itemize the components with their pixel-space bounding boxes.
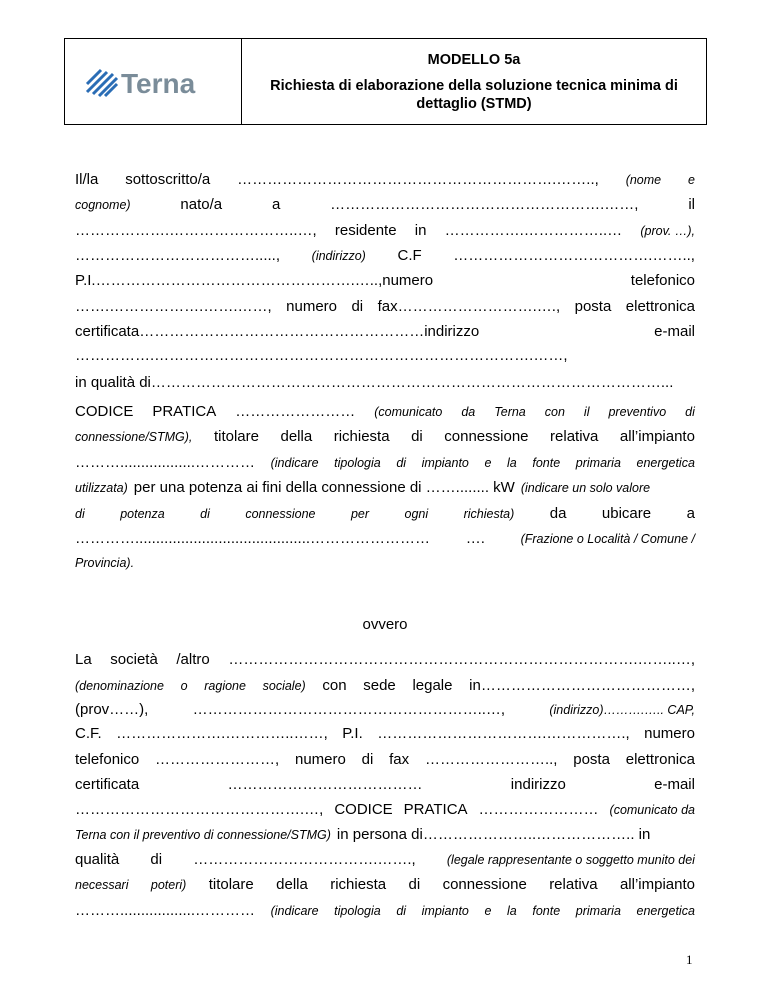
form-text: certificata…………………………………………………indirizzo (75, 323, 480, 340)
form-line (75, 195, 695, 214)
form-text: …………….……………..… (444, 222, 623, 239)
form-text: impianto (421, 456, 469, 470)
form-text: legale (412, 677, 453, 694)
form-text: per una potenza ai fini della connessione di ……........ kW (133, 479, 515, 496)
form-text: all’impianto (619, 876, 695, 893)
form-text: numero (294, 751, 346, 768)
form-line (75, 478, 695, 497)
form-line (75, 170, 695, 189)
form-line (75, 322, 695, 341)
form-text: di (75, 507, 85, 521)
form-text: sottoscritto/a (125, 171, 211, 188)
form-text: …………….………………………………………………………………….……, (75, 347, 568, 364)
form-text: titolare (213, 428, 259, 445)
form-text: fax……………………….…., (377, 298, 561, 315)
form-text: primaria (575, 456, 621, 470)
form-text: ………………………………… (227, 776, 423, 793)
form-text: richiesta) (463, 507, 515, 521)
form-text: (nome (625, 173, 662, 187)
document-header (64, 38, 707, 125)
form-text: poteri) (150, 878, 187, 892)
form-text: in……………………………………, (469, 677, 695, 694)
form-text: ……………………………………………….……, (330, 196, 639, 213)
form-text: e (688, 173, 695, 187)
form-text: di (411, 428, 423, 445)
form-text: …….……………….…….……, (75, 298, 272, 315)
form-text: residente (334, 222, 397, 239)
form-text: fonte (532, 904, 561, 918)
form-text: in (414, 222, 427, 239)
model-label: MODELLO 5a (427, 51, 521, 68)
form-text: a (271, 196, 281, 213)
form-text: elettronica (625, 298, 695, 315)
form-text: ragione (204, 679, 246, 693)
form-text: telefonico (75, 751, 140, 768)
form-line (75, 221, 695, 240)
form-text: CODICE (75, 403, 134, 420)
form-text: o (180, 679, 188, 693)
form-line (75, 650, 695, 669)
form-text: in persona di…………………..……………….. in (336, 826, 651, 843)
logo-text: Terna (121, 67, 196, 99)
terna-logo (65, 39, 242, 124)
form-line (75, 700, 695, 719)
form-text: ………………………………....., (75, 247, 281, 264)
form-text: (Frazione o Località / Comune / (520, 532, 695, 546)
form-line (75, 246, 695, 265)
form-text: qualità (75, 851, 120, 868)
form-text: …………………… (478, 801, 599, 818)
form-text: cognome) (75, 198, 131, 212)
form-text: da (461, 405, 476, 419)
form-text: tipologia (334, 904, 381, 918)
form-text: …………………….., (424, 751, 558, 768)
form-text: P.I. (342, 725, 363, 742)
form-text: connessione (442, 876, 527, 893)
form-line (75, 346, 695, 365)
form-text: da (549, 505, 567, 522)
form-line (75, 297, 695, 316)
form-text: preventivo (608, 405, 667, 419)
form-text: connessione/STMG), (75, 430, 193, 444)
form-text: sede (363, 677, 396, 694)
form-text: relativa (549, 876, 598, 893)
form-text: posta (573, 751, 610, 768)
form-text: titolare (208, 876, 254, 893)
form-text: (indirizzo)……….….. CAP, (549, 703, 695, 717)
form-text: e (484, 456, 492, 470)
form-text: impianto (421, 904, 469, 918)
form-line (75, 402, 695, 421)
form-text: ……………………………………………………………………….……..…, (228, 651, 695, 668)
form-text: richiesta (330, 876, 387, 893)
form-text: …………………………….……………., (377, 725, 630, 742)
form-text: connessione (245, 507, 316, 521)
form-text: ogni (404, 507, 429, 521)
form-text: indirizzo (510, 776, 566, 793)
form-text: (denominazione (75, 679, 164, 693)
form-text: potenza (120, 507, 165, 521)
form-text: energetica (636, 904, 695, 918)
form-text: Terna (494, 405, 526, 419)
form-text: con (544, 405, 565, 419)
form-text: (prov……), (75, 701, 149, 718)
form-text: (comunicato (374, 405, 443, 419)
form-text: di (396, 904, 407, 918)
form-text: telefonico (630, 272, 695, 289)
page-number: 1 (686, 952, 693, 967)
form-text: richiesta (333, 428, 390, 445)
form-text: ……………………………………………………….…….., (237, 171, 599, 188)
form-text: PRATICA (403, 801, 468, 818)
form-line (75, 676, 695, 695)
form-text: tipologia (334, 456, 381, 470)
form-text: energetica (636, 456, 695, 470)
form-text: utilizzata) (75, 481, 128, 495)
form-text: il (583, 405, 590, 419)
form-text: sociale) (262, 679, 306, 693)
form-text: Provincia). (75, 556, 135, 570)
form-line (75, 775, 695, 794)
form-line (75, 453, 695, 472)
form-text: …………..........................................…………………… (75, 530, 431, 547)
form-text: all’impianto (619, 428, 695, 445)
form-text: PRATICA (152, 403, 217, 420)
form-text: …. (465, 530, 485, 547)
form-text: di (396, 456, 407, 470)
form-text: Terna con il preventivo di connessione/STMG) (75, 828, 331, 842)
form-text: …………………… (235, 403, 356, 420)
form-text: e-mail (654, 776, 695, 793)
form-text: ………………….…………..……, (116, 725, 328, 742)
form-text: ………..................………… (75, 454, 256, 471)
form-text: certificata (75, 776, 140, 793)
form-text: elettronica (625, 751, 695, 768)
form-text: (prov. …), (640, 224, 695, 238)
form-line (75, 750, 695, 769)
form-text: posta (574, 298, 612, 315)
form-text: società (110, 651, 158, 668)
form-text: fonte (532, 456, 561, 470)
form-text: (indicare (270, 904, 319, 918)
title-cell (242, 39, 706, 124)
form-text: primaria (575, 904, 621, 918)
form-text: (indicare (270, 456, 319, 470)
form-text: ……………………………….……., (193, 851, 416, 868)
form-text: ubicare (601, 505, 652, 522)
form-text: (legale rappresentante o soggetto munito dei (446, 853, 695, 867)
form-text: il (688, 196, 695, 213)
form-text: della (276, 876, 308, 893)
form-text: (indirizzo) (311, 249, 366, 263)
ovvero-label: ovvero (362, 616, 408, 633)
terna-logo-icon (83, 62, 223, 102)
form-line (75, 850, 695, 869)
form-text: a (686, 505, 695, 522)
form-text: e-mail (654, 323, 695, 340)
form-text: numero (286, 298, 337, 315)
form-text: (comunicato da (609, 803, 695, 817)
form-text: di (150, 851, 163, 868)
form-text: C.F. (75, 725, 102, 742)
form-line (75, 373, 695, 392)
form-text: la (507, 456, 517, 470)
form-text: ……………………, (155, 751, 280, 768)
form-text: ……………….……………………..…, (75, 222, 317, 239)
form-line (75, 554, 695, 573)
form-text: (indicare un solo valore (520, 481, 651, 495)
form-line (75, 825, 695, 844)
form-text: di (408, 876, 421, 893)
form-text: connessione (444, 428, 529, 445)
form-text: /altro (176, 651, 210, 668)
form-text: ……………………………………….…, (75, 801, 324, 818)
form-text: di (361, 751, 374, 768)
form-text: della (280, 428, 313, 445)
form-line (75, 271, 695, 290)
form-text: P.I.…………………………………………….…..,numero (75, 272, 434, 289)
form-text: ………..................………… (75, 902, 256, 919)
form-line (75, 427, 695, 446)
form-text: Il/la (75, 171, 99, 188)
form-text: fax (389, 751, 410, 768)
form-line (75, 901, 695, 920)
form-line (75, 800, 695, 819)
form-text: numero (644, 725, 695, 742)
form-line (75, 875, 695, 894)
form-text: di (685, 405, 695, 419)
form-text: C.F (397, 247, 422, 264)
form-text: La (75, 651, 92, 668)
form-text: relativa (550, 428, 599, 445)
form-text: con (322, 677, 347, 694)
form-text: di (200, 507, 210, 521)
form-line (75, 529, 695, 548)
form-text: in qualità di…………………………………………………………………………………………... (75, 374, 674, 391)
form-text: la (507, 904, 517, 918)
form-text: ………………………………….…….., (453, 247, 695, 264)
form-text: …………………………………………………..…, (192, 701, 506, 718)
document-title: Richiesta di elaborazione della soluzione tecnica minima di dettaglio (STMD) (270, 77, 678, 112)
form-line (75, 724, 695, 743)
form-line (75, 504, 695, 523)
form-text: necessari (75, 878, 129, 892)
form-text: nato/a (180, 196, 223, 213)
form-text: di (351, 298, 364, 315)
form-text: CODICE (334, 801, 393, 818)
form-text: e (484, 904, 492, 918)
form-text: per (350, 507, 370, 521)
